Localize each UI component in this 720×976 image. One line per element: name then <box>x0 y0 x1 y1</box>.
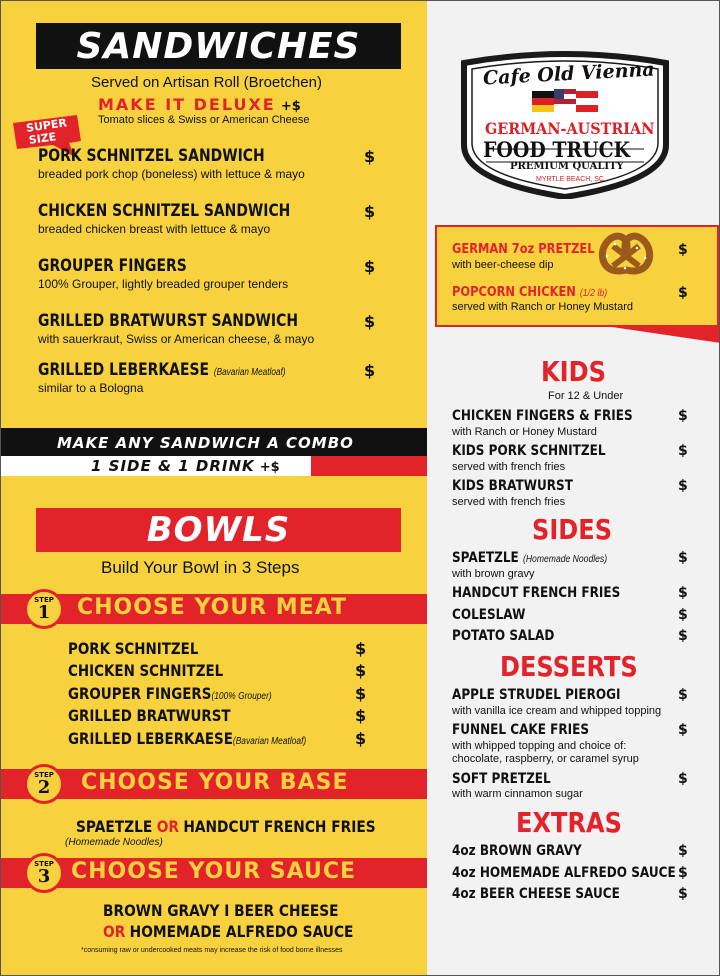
kids-item-2: KIDS PORK SCHNITZEL <box>452 443 606 459</box>
combo-line2-wrap <box>91 456 280 475</box>
meat-item-1: PORK SCHNITZEL <box>68 639 199 658</box>
item-desc: with sauerkraut, Swiss or American cheese, & mayo <box>38 332 315 346</box>
kids-price-1: $ <box>678 408 688 424</box>
sides-item-2: HANDCUT FRENCH FRIES <box>452 585 621 601</box>
logo-line3: PREMIUM QUALITY <box>510 161 624 172</box>
base-note: (Homemade Noodles) <box>65 837 163 848</box>
kids-item-3: KIDS BRATWURST <box>452 478 573 494</box>
item-desc: breaded pork chop (boneless) with lettuce & mayo <box>38 167 305 181</box>
item-note: (Bavarian Meatloaf) <box>213 367 286 378</box>
featured-desc-2: served with Ranch or Honey Mustard <box>452 301 633 313</box>
step3-title: CHOOSE YOUR SAUCE <box>71 859 357 884</box>
sauce-or: OR <box>103 922 126 941</box>
sides-price-4: $ <box>678 628 688 644</box>
desserts-price-1: $ <box>678 687 688 703</box>
featured-note-2: (1/2 lb) <box>579 288 608 299</box>
svg-text:SUPER: SUPER <box>25 116 68 135</box>
svg-text:SIZE: SIZE <box>27 130 58 147</box>
base-line <box>76 817 376 836</box>
sandwich-item-5 <box>38 360 340 395</box>
sides-price-3: $ <box>678 607 688 623</box>
item-price: $ <box>364 202 376 221</box>
bowls-title: BOWLS <box>36 508 401 552</box>
combo-line1: MAKE ANY SANDWICH A COMBO <box>57 434 354 452</box>
step-label: STEP <box>34 595 54 604</box>
item-name: GROUPER FINGERS <box>38 256 187 276</box>
logo-line2: FOOD TRUCK <box>483 137 631 162</box>
item-desc: 100% Grouper, lightly breaded grouper tenders <box>38 277 289 291</box>
pretzel-icon <box>595 230 657 278</box>
kids-price-2: $ <box>678 443 688 459</box>
meat-item-3 <box>68 684 272 703</box>
step-number: 1 <box>37 601 51 623</box>
sides-item-3: COLESLAW <box>452 607 526 623</box>
desserts-desc-2: with whipped topping and choice of: <box>452 740 627 752</box>
logo-script: Cafe Old Vienna <box>482 58 656 90</box>
sides-item-1 <box>452 550 607 566</box>
item-desc: similar to a Bologna <box>38 381 144 395</box>
sides-item-4: POTATO SALAD <box>452 628 555 644</box>
featured-item-1: GERMAN 7oz PRETZEL <box>452 242 595 257</box>
desserts-desc-1: with vanilla ice cream and whipped topping <box>452 705 662 717</box>
extras-price-1: $ <box>678 843 688 859</box>
item-name: GRILLED BRATWURST SANDWICH <box>38 311 299 331</box>
step-label: STEP <box>34 859 54 868</box>
desserts-item-3: SOFT PRETZEL <box>452 771 551 787</box>
sandwich-item-4 <box>38 311 355 346</box>
step-number: 2 <box>37 776 51 798</box>
desserts-desc-3: with warm cinnamon sugar <box>452 788 583 800</box>
side-note: (Homemade Noodles) <box>522 554 608 565</box>
item-price: $ <box>364 257 376 276</box>
sandwiches-title: SANDWICHES <box>36 23 401 69</box>
sauce-line2: HOMEMADE ALFREDO SAUCE <box>129 922 354 941</box>
meat-price: $ <box>355 684 367 703</box>
desserts-desc-2b: chocolate, raspberry, or caramel syrup <box>452 753 639 765</box>
item-name-text: GRILLED LEBERKAESE <box>38 360 210 380</box>
extras-price-2: $ <box>678 865 688 881</box>
base-or: OR <box>156 817 179 836</box>
meat-name: GRILLED LEBERKAESE <box>68 729 233 748</box>
item-name: CHICKEN SCHNITZEL SANDWICH <box>38 201 291 221</box>
extras-item-2: 4oz HOMEMADE ALFREDO SAUCE <box>452 865 676 881</box>
item-desc: breaded chicken breast with lettuce & mayo <box>38 222 271 236</box>
base-a: SPAETZLE <box>76 817 153 836</box>
meat-price: $ <box>355 706 367 725</box>
desserts-price-2: $ <box>678 722 688 738</box>
combo-price: +$ <box>259 460 280 475</box>
logo-location: MYRTLE BEACH, SC <box>536 176 604 183</box>
step1-title: CHOOSE YOUR MEAT <box>77 595 348 620</box>
base-b: HANDCUT FRENCH FRIES <box>183 817 376 836</box>
deluxe-line <box>98 95 301 114</box>
item-name: PORK SCHNITZEL SANDWICH <box>38 146 265 166</box>
extras-item-1: 4oz BROWN GRAVY <box>452 843 582 859</box>
featured-shadow <box>598 325 720 343</box>
sandwich-item-1 <box>38 146 314 181</box>
kids-desc-3: served with french fries <box>452 496 566 508</box>
sides-price-1: $ <box>678 550 688 566</box>
desserts-price-3: $ <box>678 771 688 787</box>
meat-note: (100% Grouper) <box>211 691 272 702</box>
kids-desc-1: with Ranch or Honey Mustard <box>452 426 597 438</box>
featured-item-2 <box>452 285 607 300</box>
extras-price-3: $ <box>678 886 688 902</box>
desserts-item-1: APPLE STRUDEL PIEROGI <box>452 687 621 703</box>
sides-price-2: $ <box>678 585 688 601</box>
featured-name-2: POPCORN CHICKEN <box>452 285 576 300</box>
flags-icon <box>532 89 598 112</box>
item-price: $ <box>364 147 376 166</box>
kids-subtitle: For 12 & Under <box>548 390 624 402</box>
featured-desc-1: with beer-cheese dip <box>452 259 554 271</box>
disclaimer: *consuming raw or undercooked meats may increase the risk of food borne illnesses <box>81 947 343 954</box>
desserts-item-2: FUNNEL CAKE FRIES <box>452 722 590 738</box>
deluxe-price: +$ <box>280 99 301 114</box>
sides-title: SIDES <box>532 513 613 546</box>
step-label: STEP <box>34 770 54 779</box>
meat-name: GROUPER FINGERS <box>68 684 212 703</box>
kids-price-3: $ <box>678 478 688 494</box>
meat-price: $ <box>355 661 367 680</box>
left-panel <box>1 1 427 976</box>
step-number: 3 <box>37 865 51 887</box>
sides-desc-1: with brown gravy <box>452 568 535 580</box>
meat-note: (Bavarian Meatloaf) <box>232 736 307 747</box>
step2-badge <box>24 764 64 804</box>
side-name: SPAETZLE <box>452 550 519 566</box>
extras-item-3: 4oz BEER CHEESE SAUCE <box>452 886 620 902</box>
meat-item-5 <box>68 729 306 748</box>
sandwich-item-2 <box>38 201 346 236</box>
step2-title: CHOOSE YOUR BASE <box>81 770 349 795</box>
sauce-line1: BROWN GRAVY I BEER CHEESE <box>103 901 339 920</box>
meat-item-2: CHICKEN SCHNITZEL <box>68 661 224 680</box>
meat-price: $ <box>355 639 367 658</box>
sauce-line2-wrap <box>103 922 353 941</box>
kids-item-1: CHICKEN FINGERS & FRIES <box>452 408 633 424</box>
deluxe-desc: Tomato slices & Swiss or American Cheese <box>98 114 310 126</box>
kids-title: KIDS <box>541 355 606 388</box>
sandwich-item-3 <box>38 256 288 291</box>
sandwiches-subtitle: Served on Artisan Roll (Broetchen) <box>91 74 322 91</box>
featured-price-1: $ <box>678 242 688 258</box>
step1-badge <box>24 589 64 629</box>
combo-line2: 1 SIDE & 1 DRINK <box>91 457 255 475</box>
extras-title: EXTRAS <box>516 806 622 839</box>
featured-price-2: $ <box>678 285 688 301</box>
item-price: $ <box>364 312 376 331</box>
logo-line1: GERMAN-AUSTRIAN <box>485 119 655 138</box>
meat-item-4: GRILLED BRATWURST <box>68 706 231 725</box>
step3-badge <box>24 853 64 893</box>
desserts-title: DESSERTS <box>500 650 638 683</box>
item-name <box>38 360 285 380</box>
kids-desc-2: served with french fries <box>452 461 566 473</box>
deluxe-label: MAKE IT DELUXE <box>98 95 276 114</box>
item-price: $ <box>364 361 376 380</box>
bowls-subtitle: Build Your Bowl in 3 Steps <box>101 558 300 577</box>
meat-price: $ <box>355 729 367 748</box>
